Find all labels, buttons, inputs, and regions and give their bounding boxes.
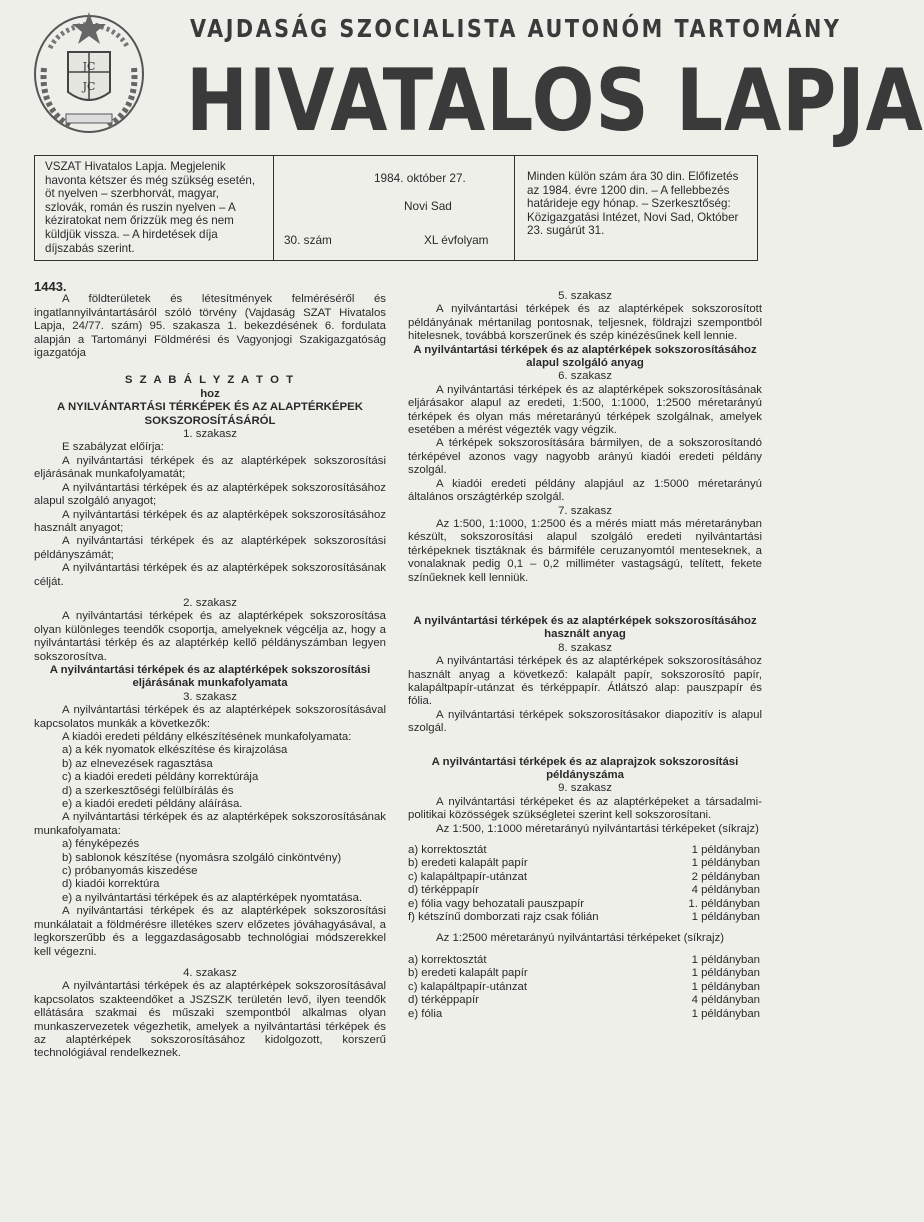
list-item: a) korrektosztát 1 példányban: [408, 953, 760, 966]
section-1-intro: E szabályzat előírja:: [62, 441, 164, 454]
regulation-title: S Z A B Á L Y Z A T O T: [124, 374, 296, 387]
list-item: e) a kiadói eredeti példány aláírása.: [62, 798, 243, 811]
section-5-heading: 5. szakasz: [558, 290, 612, 302]
section-3-heading: 3. szakasz: [183, 690, 237, 703]
section-9-p2: Az 1:500, 1:1000 méretarányú nyilvántartási térképeket (síkrajz): [436, 822, 759, 835]
publication-notice: VSZAT Hivatalos Lapja. Megjelenik havonta kétszer és még szükség esetén, öt nyelven – szerbhorvát, magyar, szlovák, román és ruszin nyelven – A kéziratokat nem őrizzük meg és nem küldjük vissza. – A hirdetések díja díjszabás szerint.: [45, 160, 256, 255]
list-item: e) a nyilvántartási térképek és az alaptérképek nyomtatása.: [62, 891, 363, 904]
copies-list-1: [408, 844, 762, 924]
list-item: e) fólia 1 példányban: [408, 1007, 760, 1020]
left-column: [34, 280, 386, 1061]
section-7-heading: 7. szakasz: [558, 504, 612, 517]
coat-of-arms-emblem: [30, 8, 148, 136]
section-9-heading: 9. szakasz: [558, 782, 612, 795]
section-6-heading: 6. szakasz: [558, 370, 612, 383]
section-8-p1: A nyilvántartási térképek és az alaptérképek sokszorosításához használt anyag a következő: kalapált papír, sokszorosító papír, kalapáltpapír-utánzat és térképpapír. Átlátszó alap: pauszpapír és fólia.: [408, 655, 762, 708]
heading-copies: A nyilvántartási térképek és az alaprajzok sokszorosítási példányszáma: [431, 755, 739, 781]
section-4-heading: 4. szakasz: [183, 966, 237, 979]
list-item: a) a kék nyomatok elkészítése és kirajzolása: [62, 744, 288, 757]
section-6-p2: A térképek sokszorosítására bármilyen, de a sokszorosítandó térképével azonos vagy nagyobb arányú kiadói eredeti példány szolgál.: [408, 437, 762, 477]
list-item: a) fényképezés: [62, 838, 140, 851]
issue-date: 1984. október 27.: [374, 171, 466, 185]
list-item: d) a szerkesztőségi felülbírálás és: [62, 784, 234, 797]
section-1-heading: 1. szakasz: [183, 428, 237, 441]
section-5-text: A nyilvántartási térképek és az alaptérképek sokszorosított példányának mértanilag pontosnak, teljesnek, földrajzi szempontból hitelesnek, továbbá korszerűnek és szép kinézésűnek kell lennie.: [408, 303, 762, 343]
issue-details: [273, 156, 515, 260]
list-item: c) a kiadói eredeti példány korrektúrája: [62, 771, 259, 784]
section-3-end: A nyilvántartási térképek és az alaptérképek sokszorosítási munkálatait a földmérésre illetékes szerv előzetes jóváhagyásával, a legkorszerűbb és a leggazdaságosabb technológiai módszerekkel kell végezni.: [34, 905, 386, 958]
issue-number: 30. szám: [284, 233, 332, 247]
svg-text:JC: JC: [82, 60, 96, 73]
section-8-p2: A nyilvántartási térképek sokszorosításakor diapozitív is alapul szolgál.: [408, 708, 762, 735]
section-6-p3: A kiadói eredeti példány alapjául az 1:5000 méretarányú általános országtérkép szolgál.: [408, 477, 762, 504]
list-item: b) sablonok készítése (nyomásra szolgáló cinköntvény): [62, 851, 342, 864]
section-1-item: A nyilvántartási térképek és az alaptérképek sokszorosítási példányszámát;: [34, 535, 386, 561]
section-4-text: A nyilvántartási térképek és az alaptérképek sokszorosításával kapcsolatos szakteendőket a JSZSZK területén levő, ilyen teendők ellátására szakmai és műszaki szempontból alkalmas olyan munkaszervezetek végezhetik, amelyek a nyilvántartási térképek és az alaptérképek sokszorosításához kidolgozott, korszerű technológiával rendelkeznek.: [34, 980, 386, 1060]
section-1-item: A nyilvántartási térképek és az alaptérképek sokszorosításának célját.: [34, 562, 386, 588]
list-item: d) térképpapír 4 példányban: [408, 994, 760, 1007]
emblem-icon: [30, 8, 148, 136]
masthead: [0, 0, 924, 151]
section-8-heading: 8. szakasz: [558, 641, 612, 654]
heading-procedure: A nyilvántartási térképek és az alaptérképek sokszorosítási eljárásának munkafolyamata: [49, 663, 371, 690]
list-item: a) korrektosztát 1 példányban: [408, 844, 760, 857]
svg-text:JC: JC: [82, 80, 96, 93]
right-column: [408, 290, 762, 1021]
section-3-sub1: A kiadói eredeti példány elkészítésének munkafolyamata:: [62, 731, 352, 743]
section-6-p1: A nyilvántartási térképek és az alaptérképek sokszorosításának eljárásakor alapul az eredeti, 1:500, 1:1000, 1:2500 méretarányú térképek és olyan más méretarányú térképek szolgálnak, amelyek esetében a mérést végezték vagy végzik.: [408, 383, 762, 437]
heading-base-material: A nyilvántartási térképek és az alaptérképek sokszorosításához alapul szolgáló anyag: [413, 343, 757, 370]
regulation-title-hoz: hoz: [200, 387, 220, 400]
preamble: A földterületek és létesítmények felméréséről és ingatlannyilvántartásáról szóló törvény (Vajdaság SZAT Hivatalos Lapja, 24/77. szám) 95. szakasza 1. bekezdésének 6. fordulata alapján a Tartományi Földmérési és Vagyonjogi Szakigazgatóság igazgatója: [34, 293, 386, 360]
list-item: b) az elnevezések ragasztása: [62, 757, 213, 770]
list-item: c) kalapáltpapír-utánzat 2 példányban: [408, 870, 760, 883]
section-9-p3: Az 1:2500 méretarányú nyilvántartási térképeket (síkrajz): [436, 932, 725, 945]
section-1-item: A nyilvántartási térképek és az alaptérképek sokszorosításához használt anyagot;: [34, 508, 386, 534]
list-item: f) kétszínű domborzati rajz csak fólián 1 példányban: [408, 911, 760, 924]
publication-info-box: [34, 155, 758, 261]
copies-list-2: [408, 954, 762, 1021]
list-item: c) kalapáltpapír-utánzat 1 példányban: [408, 980, 760, 993]
section-9-p1: A nyilvántartási térképeket és az alaptérképeket a társadalmi-politikai közösségek szükségletei szerint kell sokszorosítani.: [408, 795, 762, 822]
section-3-text: A nyilvántartási térképek és az alaptérképek sokszorosításával kapcsolatos munkák a következők:: [34, 704, 386, 730]
heading-used-material: A nyilvántartási térképek és az alaptérképek sokszorosításához használt anyag: [413, 614, 757, 641]
masthead-province: VAJDASÁG SZOCIALISTA AUTONÓM TARTOMÁNY: [190, 14, 842, 43]
masthead-title: HIVATALOS LAPJA: [186, 51, 924, 151]
list-item: d) térképpapír 4 példányban: [408, 884, 760, 897]
list-item: c) próbanyomás kiszedése: [62, 865, 198, 878]
section-7-text: Az 1:500, 1:1000, 1:2500 és a mérés miatt más méretarányban készült, sokszorosítási alapul szolgáló eredeti nyilvántartási térképeknek tisztáknak és bármiféle ceruzanyomtól menteseknek, a vonalaknak pedig 0,1 – 0,2 milliméter vastagságú, telített, fekete színűeknek kell lenniük.: [408, 517, 762, 584]
issue-volume: XL évfolyam: [424, 233, 489, 247]
section-2-text: A nyilvántartási térképek és az alaptérképek sokszorosítása olyan különleges teendők csoportja, amelyeknek végcélja az, hogy a nyilvántartási térkép és az alaptérkép kellő példányszámban legyen sokszorosítva.: [34, 610, 386, 663]
list-item: b) eredeti kalapált papír 1 példányban: [408, 857, 760, 870]
subscription-notice: Minden külön szám ára 30 din. Előfizetés az 1984. évre 1200 din. – A fellebbezés határideje egy hónap. – Szerkesztőség: Közigazgatási Intézet, Novi Sad, Október 23. sugárút 31.: [527, 170, 739, 238]
section-2-heading: 2. szakasz: [183, 596, 237, 609]
document-number: 1443.: [34, 279, 67, 294]
section-1-item: A nyilvántartási térképek és az alaptérképek sokszorosítási eljárásának munkafolyamatát;: [34, 454, 386, 481]
list-item: e) fólia vagy behozatali pauszpapír 1. példányban: [408, 897, 760, 910]
section-3-sub2: A nyilvántartási térképek és az alaptérképek sokszorosításának munkafolyamata:: [34, 811, 386, 837]
list-item: b) eredeti kalapált papír 1 példányban: [408, 967, 760, 980]
list-item: d) kiadói korrektúra: [62, 878, 160, 891]
issue-place: Novi Sad: [404, 199, 452, 213]
section-1-item: A nyilvántartási térképek és az alaptérképek sokszorosításához alapul szolgáló anyagot;: [34, 481, 386, 508]
regulation-subject: A NYILVÁNTARTÁSI TÉRKÉPEK ÉS AZ ALAPTÉRKÉPEK SOKSZOROSÍTÁSÁRÓL: [57, 401, 363, 427]
